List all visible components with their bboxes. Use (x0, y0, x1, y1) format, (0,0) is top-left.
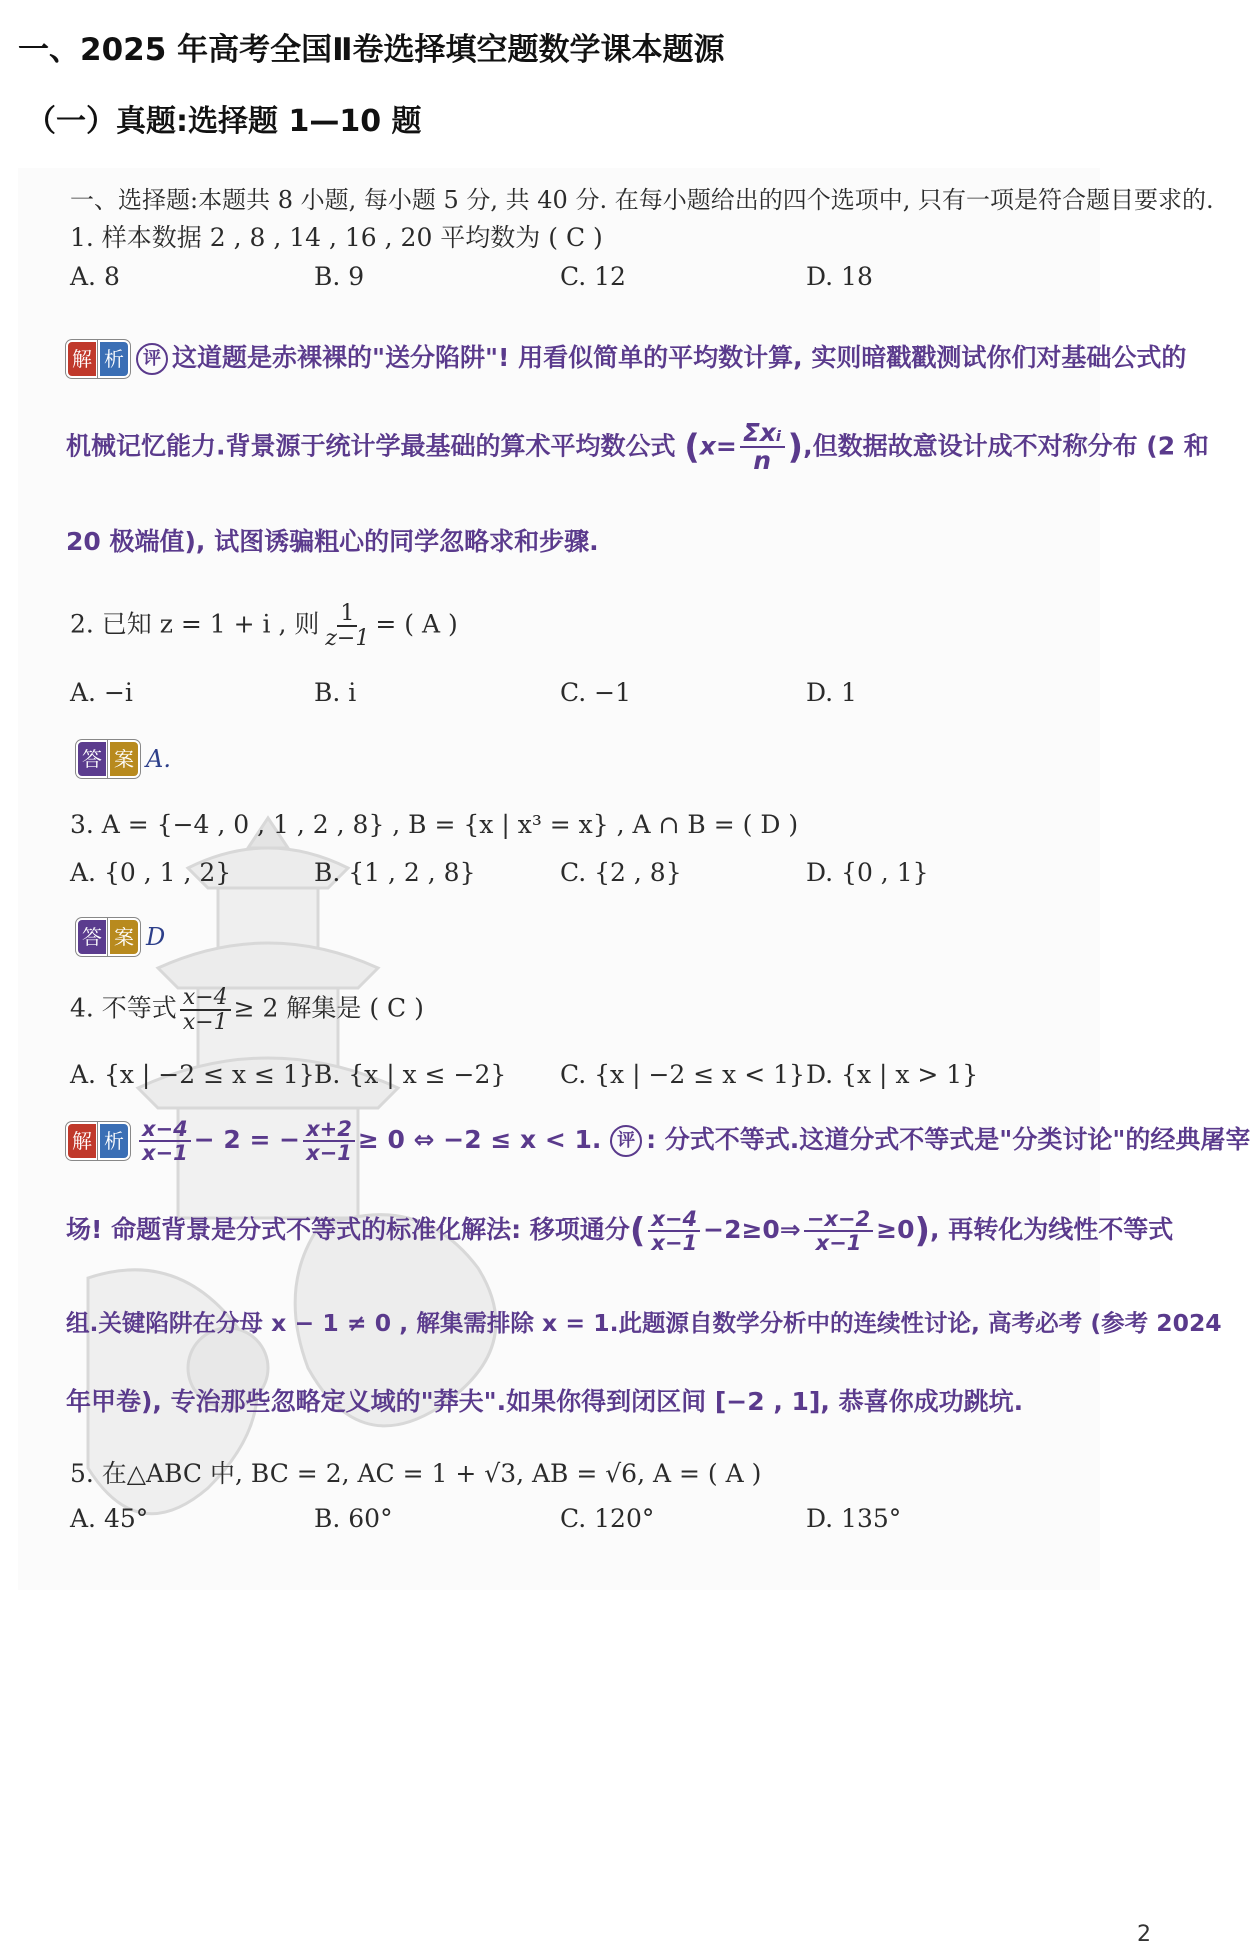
question-1-explanation-line-3: 20 极端值), 试图诱骗粗心的同学忽略求和步骤. (66, 527, 599, 556)
question-4-explanation-line-4: 年甲卷), 专治那些忽略定义域的"莽夫".如果你得到闭区间 [−2 , 1], 恭喜你成功跳坑. (66, 1387, 1024, 1416)
question-5-option-a: A. 45° (70, 1504, 149, 1533)
question-4-stem: 4. 不等式 $\frac{x-4}{x-1}$ ≥ 2 解集是 ( C ) (70, 985, 424, 1036)
answer-badge: 答 案 (76, 918, 140, 956)
question-2-option-b: B. i (314, 678, 357, 707)
question-5-option-b: B. 60° (314, 1504, 393, 1533)
question-1-option-a: A. 8 (70, 262, 120, 291)
analysis-badge: 解 析 (66, 340, 130, 378)
question-2-option-d: D. 1 (806, 678, 857, 707)
question-2-option-a: A. −i (70, 678, 133, 707)
question-5-option-c: C. 120° (560, 1504, 655, 1533)
question-4-option-a: A. {x | −2 ≤ x ≤ 1} (70, 1060, 315, 1089)
question-1-explanation-line-2: 机械记忆能力.背景源于统计学最基础的算术平均数公式 (x= $\frac{\text{Σxᵢ}}{n}$ ),但数据故意设计成不对称分布 (2 和 (66, 418, 1209, 476)
analysis-badge: 解 析 (66, 1122, 130, 1160)
question-5-option-d: D. 135° (806, 1504, 902, 1533)
question-1-option-d: D. 18 (806, 262, 873, 291)
page-number: 2 (1137, 1922, 1151, 1947)
question-1-stem: 1. 样本数据 2 , 8 , 14 , 16 , 20 平均数为 ( C ) (70, 223, 603, 252)
question-1-option-b: B. 9 (314, 262, 365, 291)
question-3-stem: 3. A = {−4 , 0 , 1 , 2 , 8} , B = {x | x³ = x} , A ∩ B = ( D ) (70, 810, 799, 839)
section-subheading: （一）真题:选择题 1—10 题 (26, 104, 422, 139)
scanned-question-image (18, 168, 1250, 1590)
question-3-option-b: B. {1 , 2 , 8} (314, 858, 476, 887)
comment-icon: 评 (610, 1125, 642, 1157)
question-1-option-c: C. 12 (560, 262, 626, 291)
question-4-explanation-line-3: 组.关键陷阱在分母 x − 1 ≠ 0 , 解集需排除 x = 1.此题源自数学分析中的连续性讨论, 高考必考 (参考 2024 (66, 1309, 1222, 1337)
section-instructions: 一、选择题:本题共 8 小题, 每小题 5 分, 共 40 分. 在每小题给出的四个选项中, 只有一项是符合题目要求的. (70, 186, 1214, 214)
question-5-stem: 5. 在△ABC 中, BC = 2, AC = 1 + √3, AB = √6, A = ( A ) (70, 1459, 762, 1488)
question-4-explanation-line-1: 解 析 $\frac{x-4}{x-1}$ − 2 = − $\frac{x+2}{x-1}$ ≥ 0 ⇔ −2 ≤ x < 1. 评 : 分式不等式.这道分式不等式是"分类讨论"的经典屠宰 (66, 1118, 1250, 1164)
question-4-option-b: B. {x | x ≤ −2} (314, 1060, 507, 1089)
question-3-option-d: D. {0 , 1} (806, 858, 929, 887)
question-4-option-c: C. {x | −2 ≤ x < 1} (560, 1060, 805, 1089)
question-2-option-c: C. −1 (560, 678, 631, 707)
question-2-answer: 答 案 A. (76, 740, 171, 778)
comment-icon: 评 (136, 343, 168, 375)
question-3-option-c: C. {2 , 8} (560, 858, 682, 887)
question-2-stem: 2. 已知 z = 1 + i , 则 $\frac{1}{z-1}$ = ( A ) (70, 601, 458, 652)
question-1-explanation-line-1: 解 析 评 这道题是赤裸裸的"送分陷阱"! 用看似简单的平均数计算, 实则暗戳戳测试你们对基础公式的 (66, 338, 1186, 378)
question-4-option-d: D. {x | x > 1} (806, 1060, 979, 1089)
question-3-answer: 答 案 D (76, 918, 165, 956)
question-3-option-a: A. {0 , 1 , 2} (70, 858, 232, 887)
page-heading: 一、2025 年高考全国Ⅱ卷选择填空题数学课本题源 (18, 32, 725, 68)
question-4-explanation-line-2: 场! 命题背景是分式不等式的标准化解法: 移项通分( $\frac{x-4}{x-1}$ −2≥0⇒ $\frac{-x-2}{x-1}$ ≥0), 再转化为线性不等式 (66, 1207, 1174, 1256)
answer-badge: 答 案 (76, 740, 140, 778)
